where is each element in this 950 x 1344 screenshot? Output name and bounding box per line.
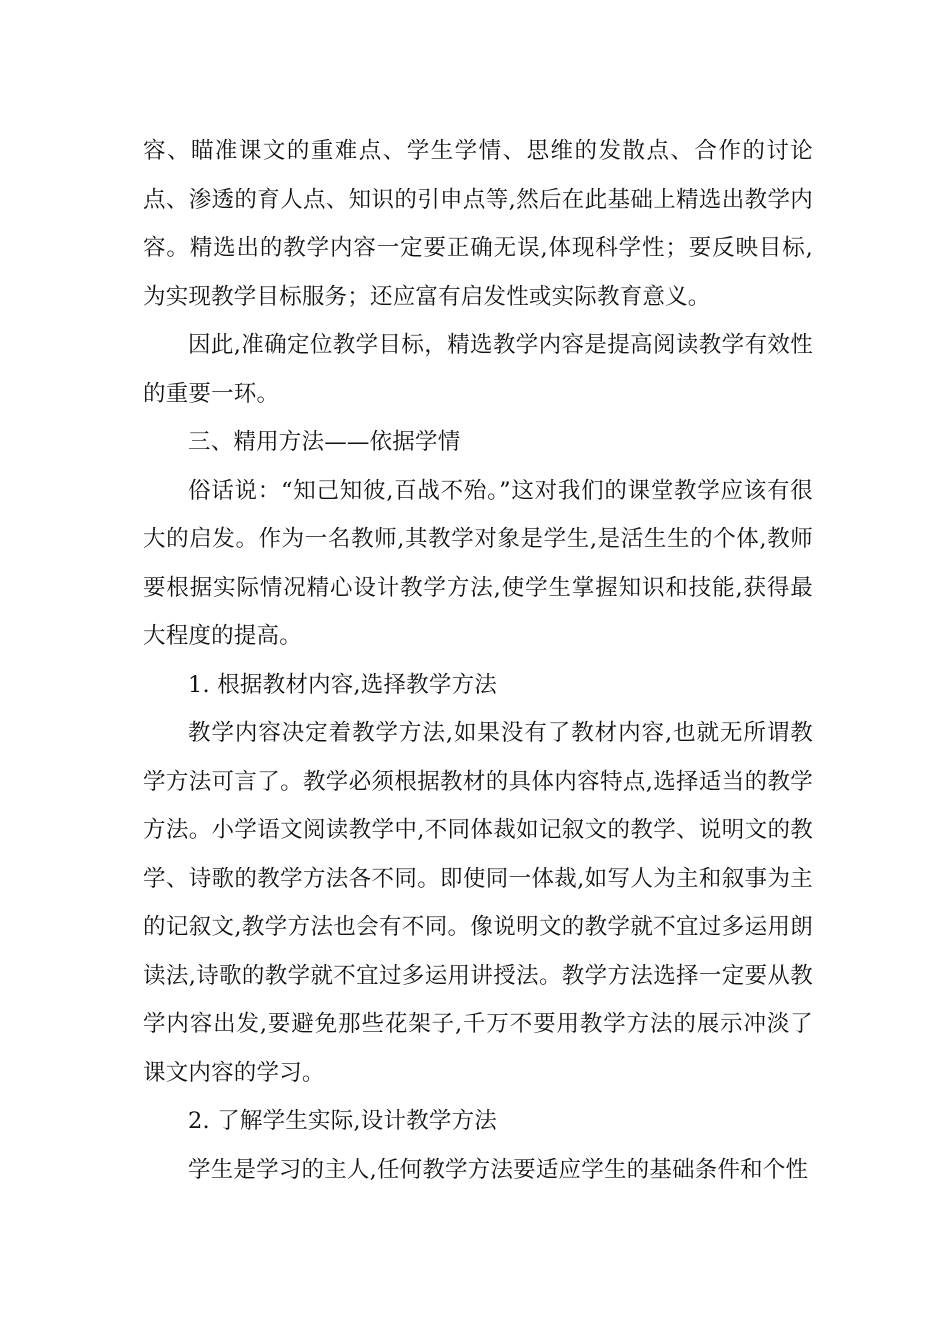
subheading-2: 2. 了解学生实际,设计教学方法 (188, 1108, 497, 1134)
document-body (143, 127, 813, 1194)
paragraph-proverb: 俗话说：“知己知彼,百战不殆。”这对我们的课堂教学应该有很大的启发。作为一名教师,其教学对象是学生,是活生生的个体,教师要根据实际情况精心设计教学方法,使学生掌握知识和技能,获得最大程度的提高。 (143, 477, 813, 649)
paragraph-conclusion: 因此,准确定位教学目标，精选教学内容是提高阅读教学有效性的重要一环。 (143, 332, 813, 407)
paragraph-continuation: 容、瞄准课文的重难点、学生学情、思维的发散点、合作的讨论点、渗透的育人点、知识的引申点等,然后在此基础上精选出教学内容。精选出的教学内容一定要正确无误,体现科学性；要反映目标,为实现教学目标服务；还应富有启发性或实际教育意义。 (143, 138, 813, 310)
paragraph-students: 学生是学习的主人,任何教学方法要适应学生的基础条件和个性 (188, 1156, 809, 1183)
paragraph-teaching-content: 教学内容决定着教学方法,如果没有了教材内容,也就无所谓教学方法可言了。教学必须根据教材的具体内容特点,选择适当的教学方法。小学语文阅读教学中,不同体裁如记叙文的教学、说明文的教学、诗歌的教学方法各不同。即使同一体裁,如写人为主和叙事为主的记叙文,教学方法也会有不同。像说明文的教学就不宜过多运用朗读法,诗歌的教学就不宜过多运用讲授法。教学方法选择一定要从教学内容出发,要避免那些花架子,千万不要用教学方法的展示冲淡了课文内容的学习。 (143, 720, 813, 1086)
section-heading-3: 三、精用方法——依据学情 (188, 429, 461, 455)
subheading-1: 1. 根据教材内容,选择教学方法 (188, 671, 497, 698)
